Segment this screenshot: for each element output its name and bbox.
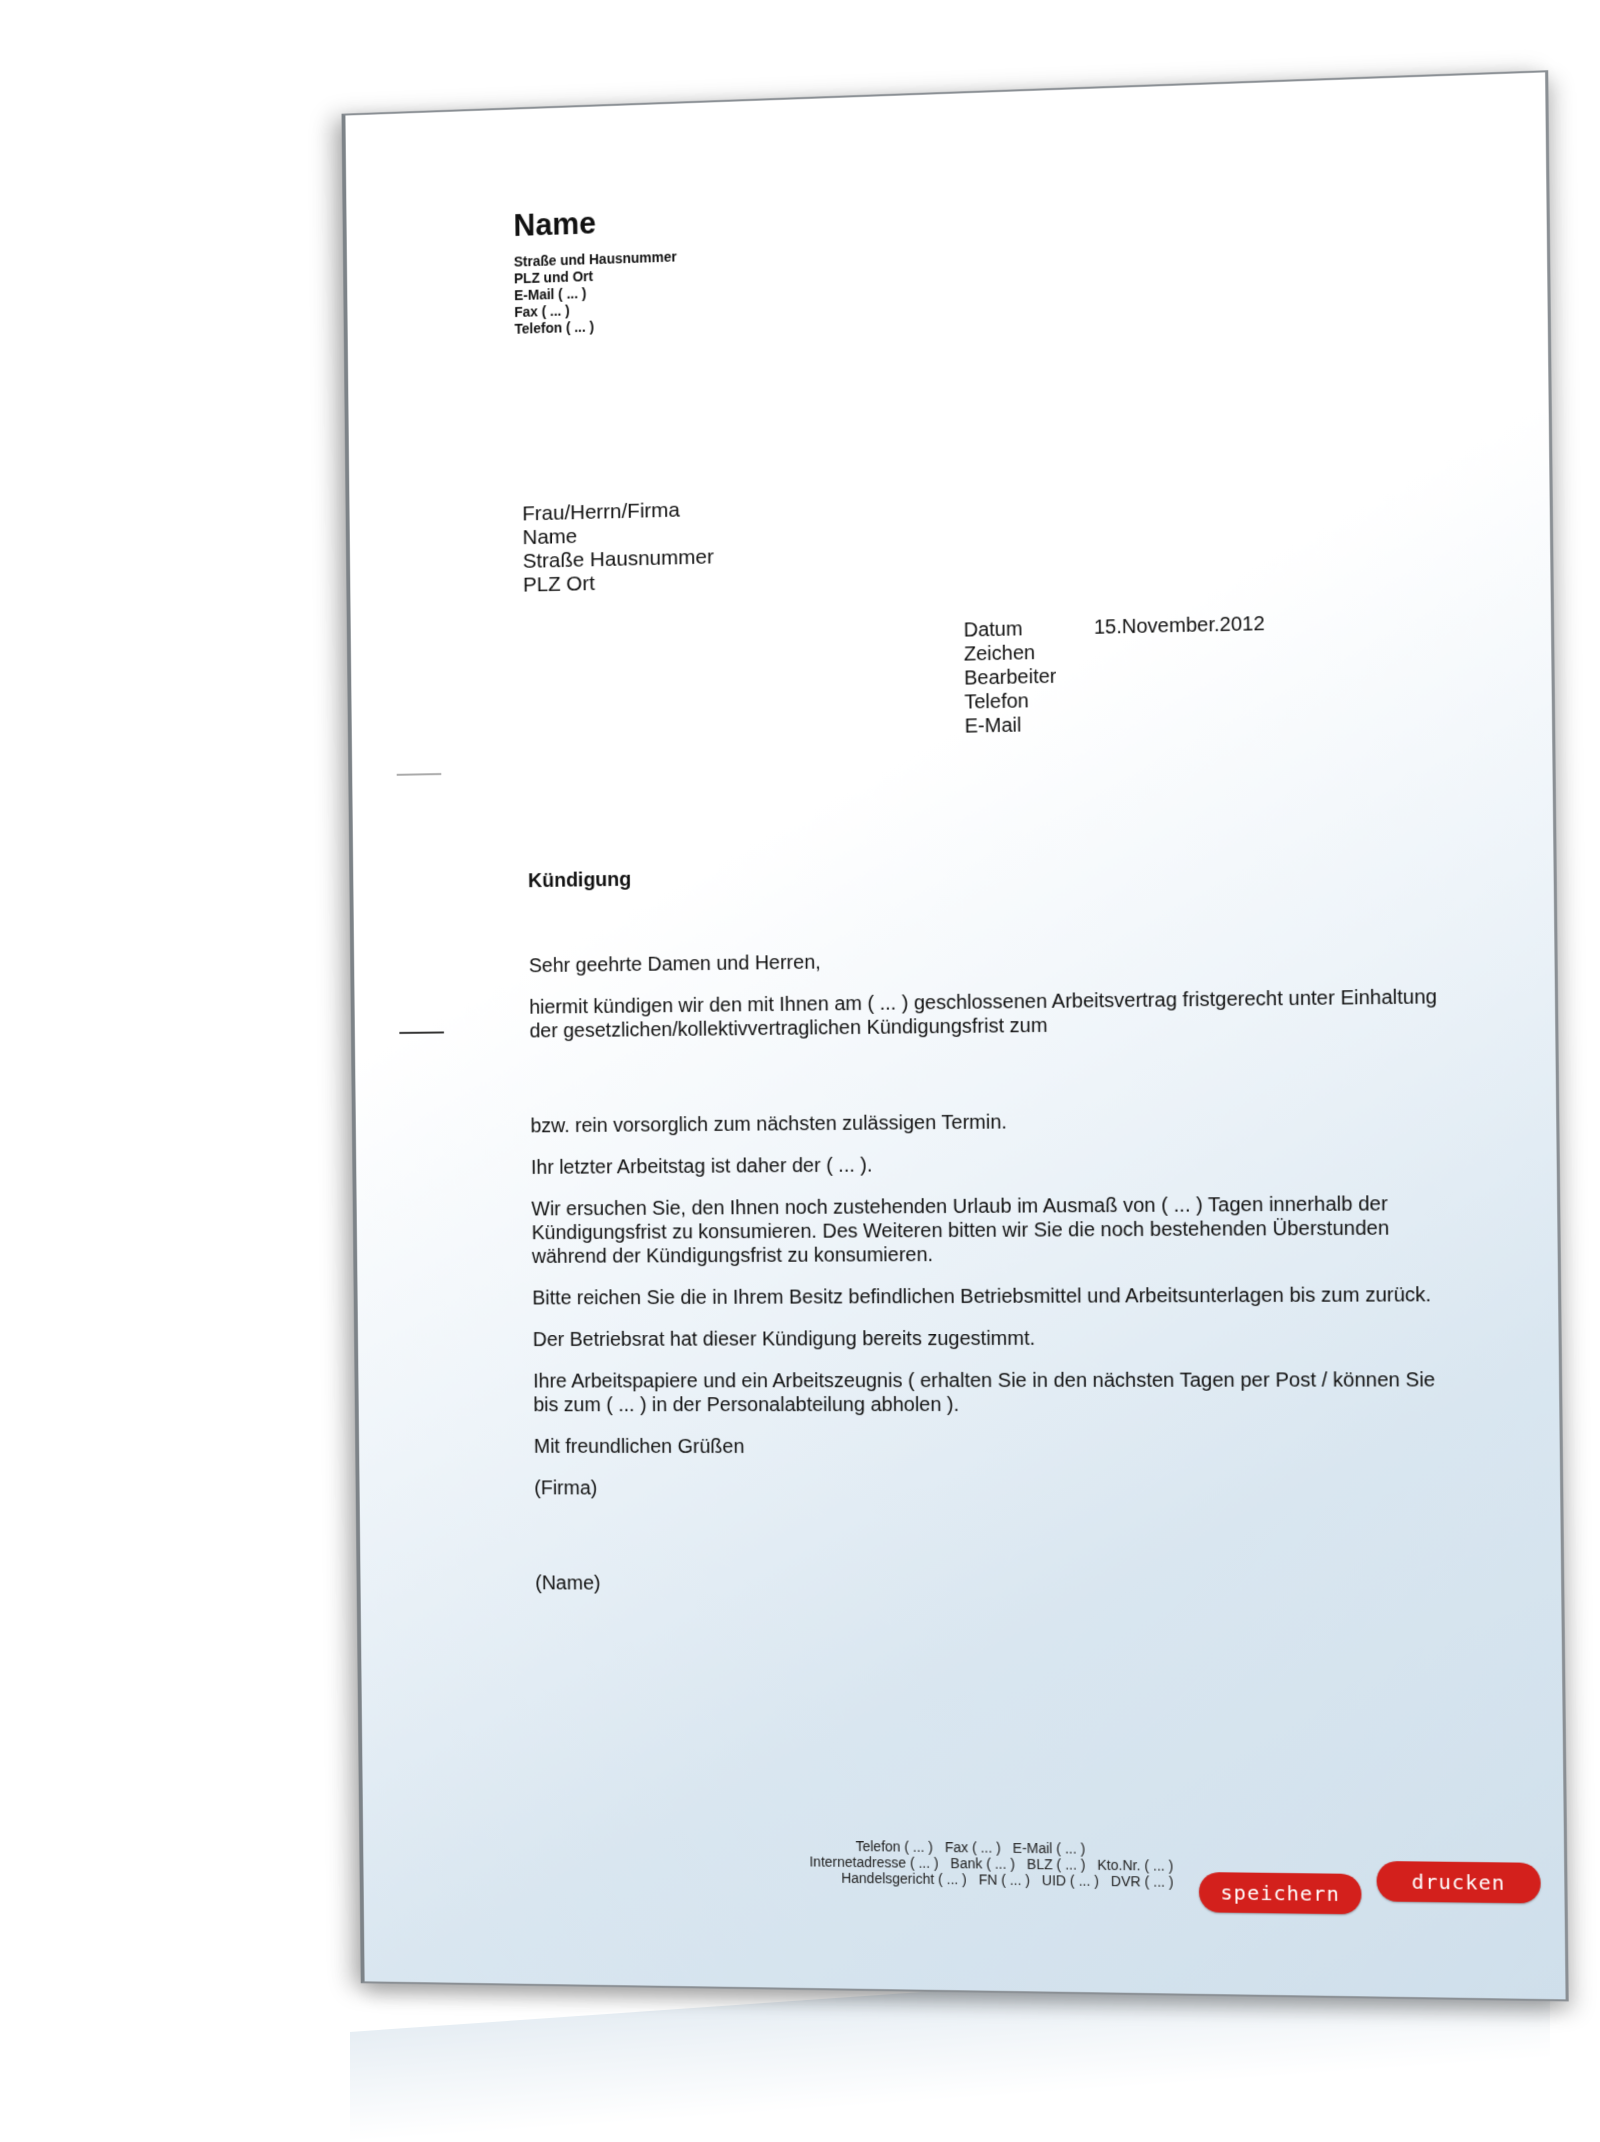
meta-label: Telefon [964, 690, 1030, 714]
footer-item: FN ( ... ) [978, 1871, 1031, 1889]
meta-row-email [965, 709, 1266, 739]
footer-block [754, 1837, 1174, 1890]
page-container [342, 70, 1569, 2001]
body-paragraph: bzw. rein vorsorglich zum nächsten zulässigen Termin. [530, 1111, 1007, 1138]
punch-mark [399, 1031, 444, 1033]
fold-mark [397, 773, 442, 776]
recipient-block [522, 498, 714, 598]
print-button[interactable]: drucken [1376, 1861, 1540, 1904]
body-paragraph: Ihre Arbeitspapiere und ein Arbeitszeugnis ( erhalten Sie in den nächsten Tagen per Post / können Sie bis zum ( ... ) in der Personalabteilung abholen ). [533, 1369, 1436, 1417]
company-signature: (Firma) [534, 1477, 598, 1500]
footer-item: Internetadresse ( ... ) [809, 1853, 939, 1871]
name-signature: (Name) [535, 1572, 601, 1595]
save-button[interactable]: speichern [1199, 1872, 1362, 1914]
meta-label: E-Mail [964, 714, 1022, 738]
recipient-name: Name [522, 525, 578, 550]
body-paragraph: Wir ersuchen Sie, den Ihnen noch zustehenden Urlaub im Ausmaß von ( ... ) Tagen innerhalb der Kündigungsfrist zu konsumieren. Des Weiteren bitten wir Sie die noch bestehenden Überstunden während der Kündigungsfrist zu konsumieren. [531, 1193, 1390, 1268]
footer-item: BLZ ( ... ) [1026, 1855, 1086, 1873]
meta-date-value: 15.November.2012 [1093, 612, 1265, 639]
letter-page [342, 70, 1569, 2001]
body-paragraph: hiermit kündigen wir den mit Ihnen am ( ... ) geschlossenen Arbeitsvertrag fristgerecht unter Einhaltung der gesetzlichen/kollektivvertraglichen Kündigungsfrist zum [529, 986, 1438, 1043]
recipient-salutation: Frau/Herrn/Firma [522, 498, 681, 526]
body-paragraph: Ihr letzter Arbeitstag ist daher der ( ... ). [530, 1154, 873, 1179]
letter-subject: Kündigung [527, 868, 632, 893]
footer-item: Handelsgericht ( ... ) [841, 1869, 967, 1888]
closing: Mit freundlichen Grüßen [533, 1435, 745, 1458]
footer-item: Fax ( ... ) [944, 1839, 1001, 1856]
sender-email: E-Mail ( ... ) [514, 285, 587, 304]
sender-fax: Fax ( ... ) [514, 302, 570, 320]
footer-item: E-Mail ( ... ) [1012, 1839, 1086, 1857]
meta-label: Zeichen [963, 642, 1036, 666]
footer-item: Kto.Nr. ( ... ) [1097, 1856, 1174, 1874]
body-paragraph: Der Betriebsrat hat dieser Kündigung bereits zugestimmt. [532, 1327, 1036, 1351]
sender-name: Name [513, 205, 597, 243]
sender-phone: Telefon ( ... ) [514, 318, 595, 337]
footer-item: UID ( ... ) [1041, 1872, 1099, 1889]
recipient-street: Straße Hausnummer [522, 545, 714, 573]
footer-item: Bank ( ... ) [950, 1855, 1016, 1872]
footer-item: Telefon ( ... ) [855, 1838, 934, 1855]
sender-city: PLZ und Ort [513, 268, 594, 287]
meta-label: Bearbeiter [964, 665, 1057, 690]
letter-body [529, 942, 1456, 1617]
sender-block [513, 203, 677, 338]
meta-label: Datum [963, 618, 1023, 642]
reference-block [964, 612, 1266, 739]
body-paragraph: Bitte reichen Sie die in Ihrem Besitz befindlichen Betriebsmittel und Arbeitsunterlagen bis zum zurück. [532, 1284, 1432, 1310]
sender-street: Straße und Hausnummer [513, 248, 677, 270]
recipient-city: PLZ Ort [522, 572, 595, 597]
salutation: Sehr geehrte Damen und Herren, [528, 951, 821, 978]
footer-item: DVR ( ... ) [1110, 1873, 1174, 1890]
